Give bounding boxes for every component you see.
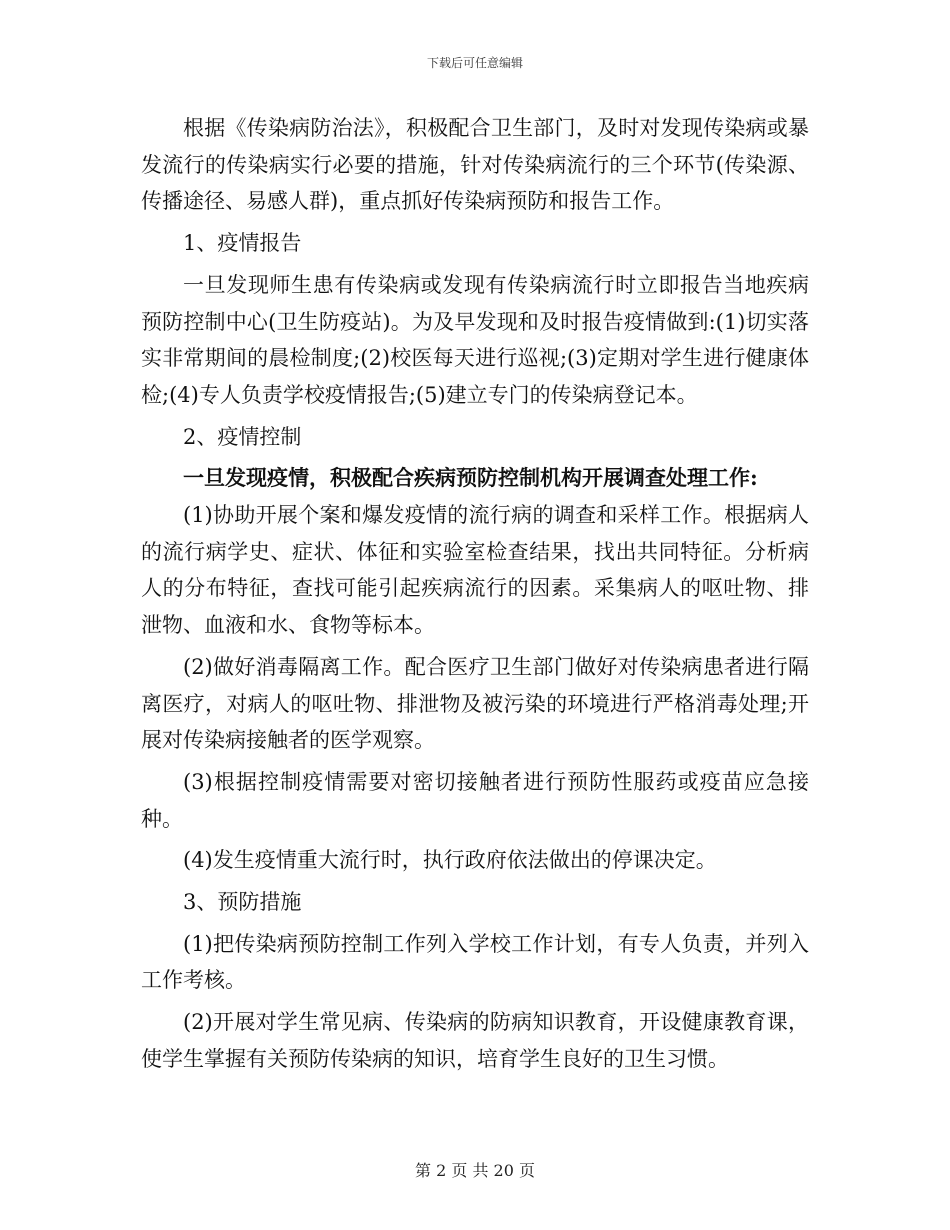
control-item-3: (3)根据控制疫情需要对密切接触者进行预防性服药或疫苗应急接种。 bbox=[141, 769, 809, 831]
page-number: 第 2 页 共 20 页 bbox=[415, 1161, 535, 1180]
section-heading-report: 1、疫情报告 bbox=[183, 231, 302, 256]
report-paragraph: 一旦发现师生患有传染病或发现有传染病流行时立即报告当地疾病预防控制中心(卫生防疫站)。为及早发现和及时报告疫情做到:(1)切实落实非常期间的晨检制度;(2)校医每天进行巡视;(3)定期对学生进行健康体检;(4)专人负责学校疫情报告;(5)建立专门的传染病登记本。 bbox=[141, 272, 809, 407]
section-heading-control: 2、疫情控制 bbox=[183, 424, 302, 449]
page-header: 下载后可任意编辑 bbox=[426, 56, 523, 70]
intro-paragraph: 根据《传染病防治法》，积极配合卫生部门，及时对发现传染病或暴发流行的传染病实行必要的措施，针对传染病流行的三个环节(传染源、传播途径、易感人群)，重点抓好传染病预防和报告工作。 bbox=[141, 116, 809, 214]
prevention-item-1: (1)把传染病预防控制工作列入学校工作计划，有专人负责，并列入工作考核。 bbox=[141, 931, 809, 993]
control-item-4: (4)发生疫情重大流行时，执行政府依法做出的停课决定。 bbox=[183, 848, 717, 873]
control-lead-paragraph: 一旦发现疫情，积极配合疾病预防控制机构开展调查处理工作: bbox=[183, 465, 758, 491]
control-item-1: (1)协助开展个案和爆发疫情的流行病的调查和采样工作。根据病人的流行病学史、症状、体征和实验室检查结果，找出共同特征。分析病人的分布特征，查找可能引起疾病流行的因素。采集病人的呕吐物、排泄物、血液和水、食物等标本。 bbox=[141, 503, 809, 638]
control-item-2: (2)做好消毒隔离工作。配合医疗卫生部门做好对传染病患者进行隔离医疗，对病人的呕吐物、排泄物及被污染的环境进行严格消毒处理;开展对传染病接触者的医学观察。 bbox=[141, 654, 809, 753]
section-heading-prevention: 3、预防措施 bbox=[183, 890, 302, 915]
document-body bbox=[141, 110, 809, 1078]
prevention-item-2: (2)开展对学生常见病、传染病的防病知识教育，开设健康教育课，使学生掌握有关预防传染病的知识，培育学生良好的卫生习惯。 bbox=[141, 1010, 809, 1071]
